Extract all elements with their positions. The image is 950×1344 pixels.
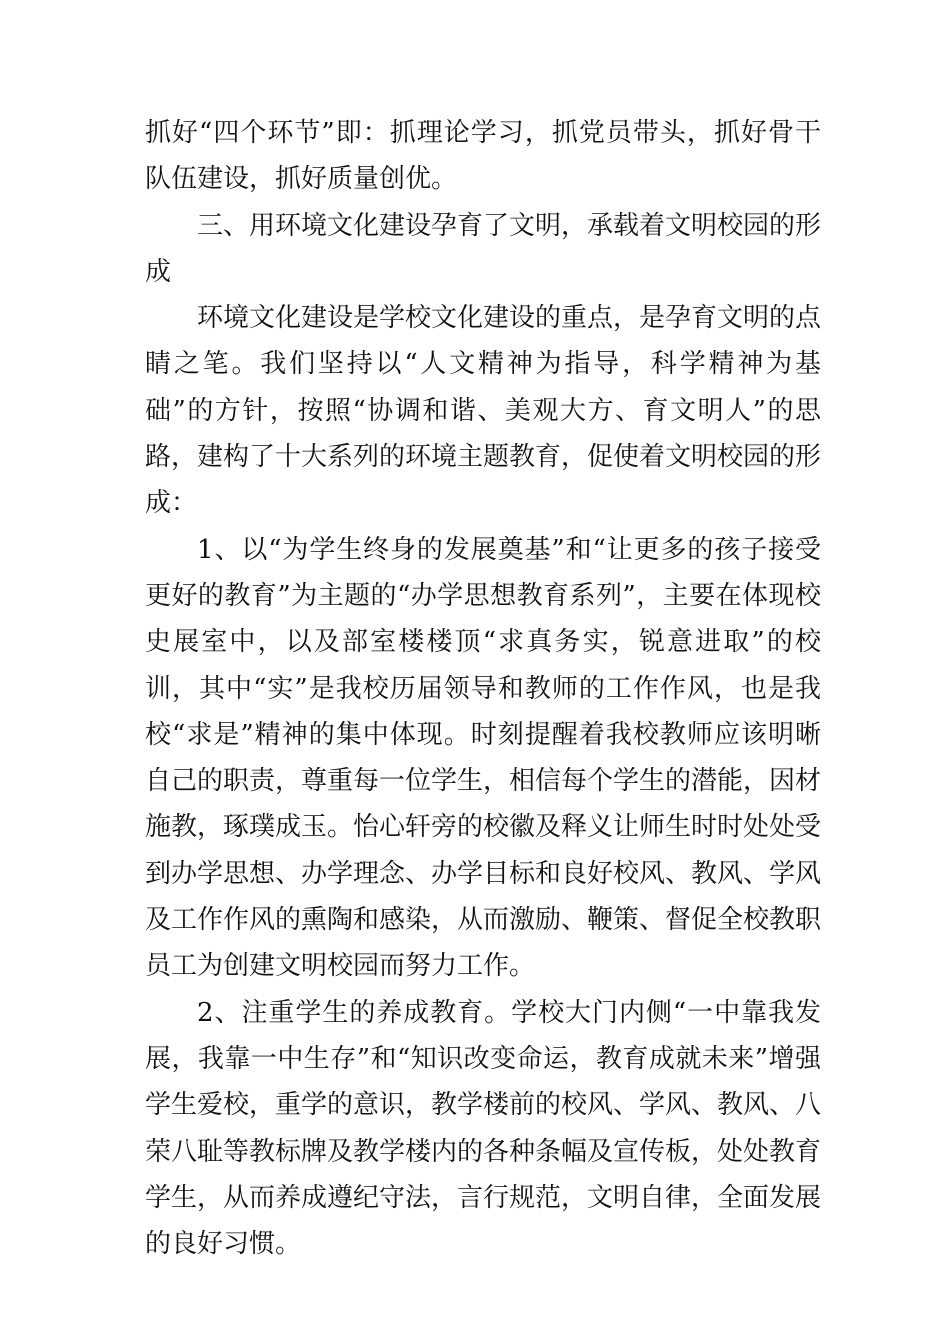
paragraph-item-1: 1、以“为学生终身的发展奠基”和“让更多的孩子接受更好的教育”为主题的“办学思想教育系列”，主要在体现校史展室中，以及部室楼楼顶“求真务实，锐意进取”的校训，其中“实”是我校历届领导和教师的工作作风，也是我校“求是”精神的集中体现。时刻提醒着我校教师应该明晰自己的职责，尊重每一位学生，相信每个学生的潜能，因材施教，琢璞成玉。怡心轩旁的校徽及释义让师生时时处处受到办学思想、办学理念、办学目标和良好校风、教风、学风及工作作风的熏陶和感染，从而激励、鞭策、督促全校教职员工为创建文明校园而努力工作。 (145, 534, 822, 982)
paragraph-environment-culture: 环境文化建设是学校文化建设的重点，是孕育文明的点睛之笔。我们坚持以“人文精神为指导，科学精神为基础”的方针，按照“协调和谐、美观大方、育文明人”的思路，建构了十大系列的环境主题教育，促使着文明校园的形成： (145, 303, 822, 519)
document-body (145, 110, 821, 1267)
paragraph-item-2: 2、注重学生的养成教育。学校大门内侧“一中靠我发展，我靠一中生存”和“知识改变命运，教育成就未来”增强学生爱校，重学的意识，教学楼前的校风、学风、教风、八荣八耻等教标牌及教学楼内的各种条幅及宣传板，处处教育学生，从而养成遵纪守法，言行规范，文明自律，全面发展的良好习惯。 (145, 997, 822, 1260)
section-heading-3: 三、用环境文化建设孕育了文明，承载着文明校园的形成 (145, 210, 822, 287)
paragraph-1: 抓好“四个环节”即：抓理论学习，抓党员带头，抓好骨干队伍建设，抓好质量创优。 (145, 118, 821, 195)
